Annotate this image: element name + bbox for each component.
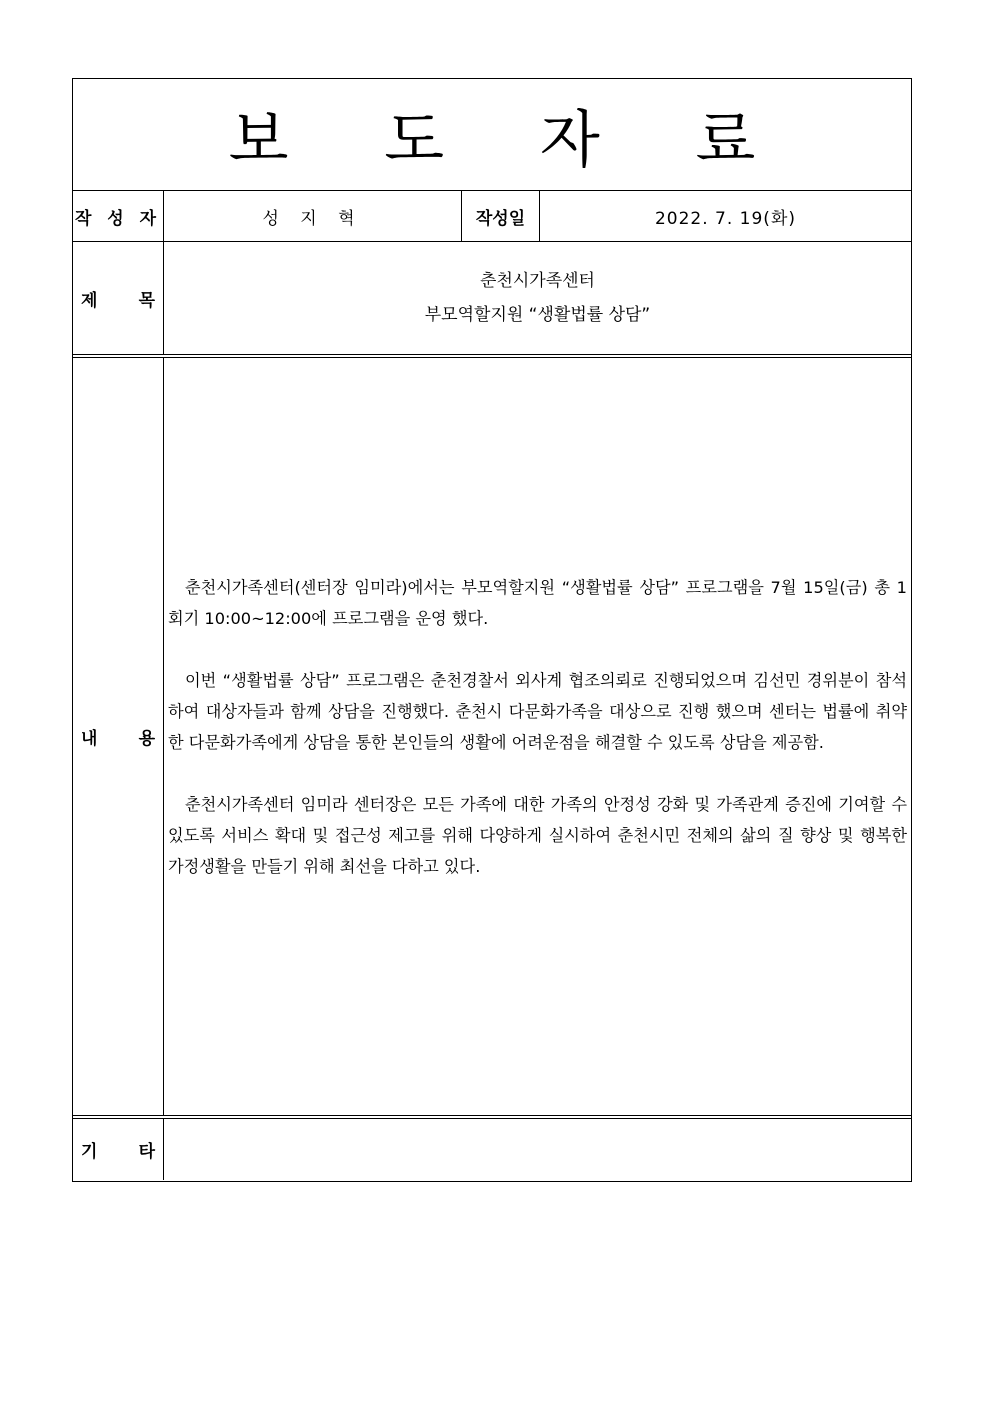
title-row — [73, 79, 911, 191]
subject-line-1: 춘천시가족센터 — [480, 271, 595, 291]
etc-value — [164, 1119, 911, 1180]
subject-line-2: 부모역할지원 “생활법률 상담” — [424, 305, 651, 325]
subject-label-right: 목 — [138, 290, 155, 311]
content-label-right: 용 — [138, 729, 155, 749]
subject-row — [73, 242, 911, 358]
info-row — [73, 191, 911, 242]
date-label: 작성일 — [462, 191, 540, 241]
content-label — [73, 358, 164, 1115]
subject-text — [164, 242, 911, 354]
author-value: 성 지 혁 — [164, 191, 462, 241]
author-label: 작 성 자 — [73, 191, 164, 241]
content-paragraph-3: 춘천시가족센터 임미라 센터장은 모든 가족에 대한 가족의 안정성 강화 및 가족관계 증진에 기여할 수 있도록 서비스 확대 및 접근성 제고를 위해 다양하게 실시하여 춘천시민 전체의 삶의 질 향상 및 행복한 가정생활을 만들기 위해 최선을 다하고 있다. — [168, 795, 907, 876]
content-paragraph-2: 이번 “생활법률 상담” 프로그램은 춘천경찰서 외사계 협조의뢰로 진행되었으며 김선민 경위분이 참석하여 대상자들과 함께 상담을 진행했다. 춘천시 다문화가족을 대상으로 진행 했으며 센터는 법률에 취약한 다문화가족에게 상담을 통한 본인들의 생활에 어려운점을 해결할 수 있도록 상담을 제공함. — [168, 671, 907, 752]
etc-label-right: 타 — [138, 1142, 155, 1162]
content-row — [73, 358, 911, 1119]
etc-row — [73, 1119, 911, 1180]
etc-label — [73, 1119, 164, 1180]
press-release-form — [72, 78, 912, 1182]
document-title: 보 도 자 료 — [228, 103, 794, 176]
content-paragraph-1: 춘천시가족센터(센터장 임미라)에서는 부모역할지원 “생활법률 상담” 프로그램을 7월 15일(금) 총 1회기 10:00~12:00에 프로그램을 운영 했다. — [168, 578, 907, 628]
subject-label — [73, 242, 164, 354]
content-body — [164, 358, 911, 1115]
date-value: 2022. 7. 19(화) — [654, 208, 796, 229]
etc-label-left: 기 — [81, 1142, 98, 1162]
subject-label-left: 제 — [81, 290, 98, 311]
content-paragraphs — [168, 572, 907, 913]
content-label-left: 내 — [81, 729, 98, 749]
